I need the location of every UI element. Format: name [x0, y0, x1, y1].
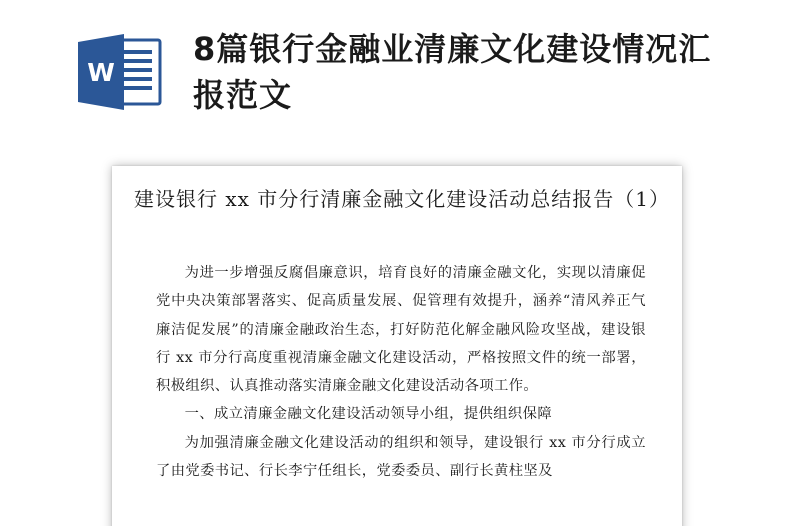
page-title: 8篇银行金融业清廉文化建设情况汇报范文 [193, 30, 712, 114]
document-title: 建设银行 xx 市分行清廉金融文化建设活动总结报告（1） [134, 187, 670, 211]
document-section-heading: 一、成立清廉金融文化建设活动领导小组，提供组织保障 [184, 406, 553, 423]
document-paragraph: 为进一步增强反腐倡廉意识，培育良好的清廉金融文化，实现以清廉促党中央决策部署落实、促高质量发展、促管理有效提升，涵养“清风养正气 廉洁促发展”的清廉金融政治生态，打好防范化解金融风险攻坚战，建设银行 xx 市分行高度重视清廉金融文化建设活动，严格按照文件的统一部署，积极组织、认真推动落实清廉金融文化建设活动各项工作。 [156, 265, 646, 395]
word-icon-letter: W [87, 58, 115, 87]
document-paragraph: 为加强清廉金融文化建设活动的组织和领导，建设银行 xx 市分行成立了由党委书记、行长李宁任组长，党委委员、副行长黄柱坚及 [156, 434, 646, 480]
word-document-icon [76, 34, 164, 110]
document-body [156, 259, 646, 485]
document-preview [112, 166, 682, 526]
